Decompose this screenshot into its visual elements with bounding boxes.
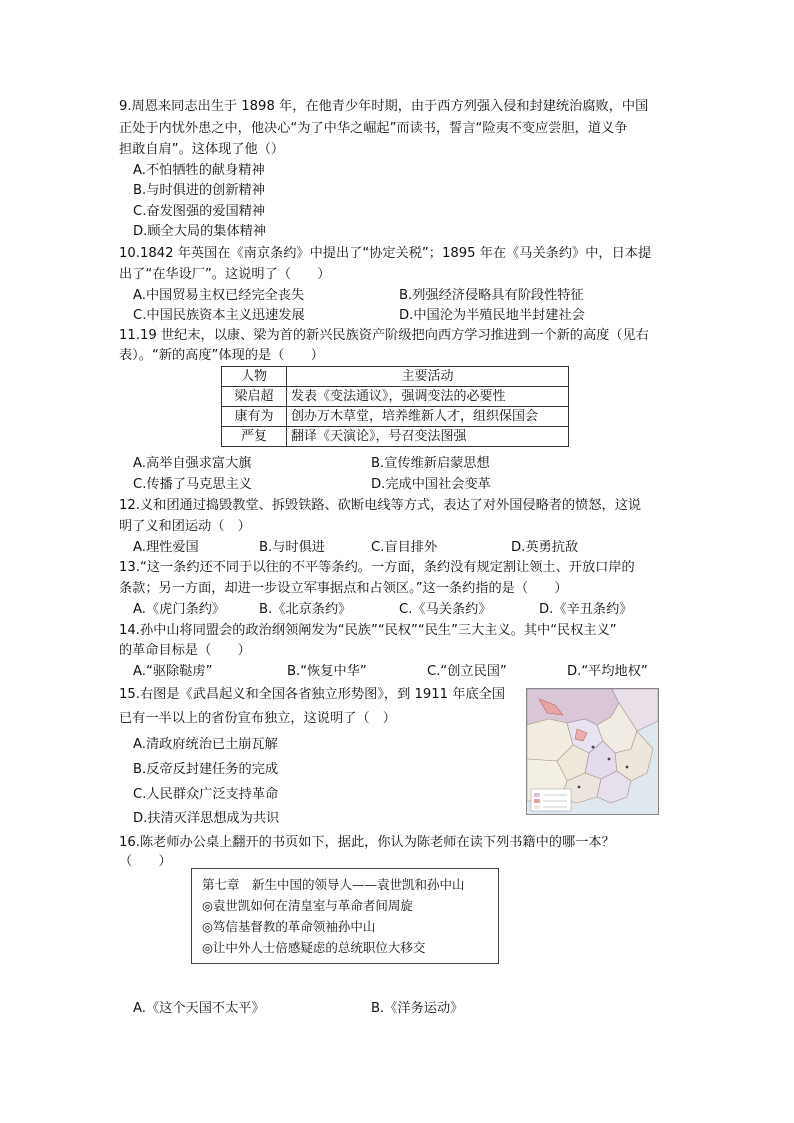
book-item: ◎让中外人士倍感疑虑的总统职位大移交 — [202, 940, 426, 955]
q9-stem-line-3: 担敢自肩”。这体现了他（） — [119, 142, 285, 157]
q10-option-c: C.中国民族资本主义迅速发展 — [133, 308, 305, 323]
book-item: ◎笃信基督教的革命领袖孙中山 — [202, 919, 376, 934]
table-cell: 梁启超 — [222, 387, 287, 407]
q16-stem-line-2: （ ） — [119, 854, 172, 869]
table-cell: 严复 — [222, 427, 287, 447]
table-row — [222, 367, 569, 387]
q12-option-b: B.与时俱进 — [259, 540, 325, 555]
table-row — [222, 427, 569, 447]
q12-stem-line-2: 明了义和团运动（ ） — [119, 519, 251, 534]
q9-stem-line-2: 正处于内忧外患之中，他决心“为了中华之崛起”而读书，誓言“险夷不变应尝胆，道义争 — [119, 121, 628, 136]
q14-option-b: B.“恢复中华” — [287, 664, 367, 679]
table-cell: 康有为 — [222, 407, 287, 427]
q11-option-a: A.高举自强求富大旗 — [133, 456, 252, 471]
q9-option-d: D.顾全大局的集体精神 — [133, 224, 267, 239]
q13-stem-line-1: 13.“这一条约还不同于以往的不平等条约。一方面，条约没有规定割让领土、开放口岸的 — [119, 560, 635, 575]
q10-option-d: D.中国沦为半殖民地半封建社会 — [399, 308, 585, 323]
table-cell: 翻译《天演论》，号召变法图强 — [287, 427, 569, 447]
q10-stem-line-2: 出了“在华设厂”。这说明了（ ） — [119, 267, 331, 282]
q9-stem-line-1: 9.周恩来同志出生于 1898 年，在他青少年时期，由于西方列强入侵和封建统治腐败，中国 — [119, 99, 649, 114]
table-cell: 发表《变法通议》，强调变法的必要性 — [287, 387, 569, 407]
book-item: ◎袁世凯如何在清皇室与革命者间周旋 — [202, 898, 413, 913]
q14-stem-line-2: 的革命目标是（ ） — [119, 643, 251, 658]
q12-option-d: D.英勇抗敌 — [511, 540, 579, 555]
q16-option-b: B.《洋务运动》 — [371, 1001, 464, 1016]
q14-option-c: C.“创立民国” — [427, 664, 507, 679]
q14-stem-line-1: 14.孙中山将同盟会的政治纲领阐发为“民族”“民权”“民生”三大主义。其中“民权主义” — [119, 623, 617, 638]
q9-option-b: B.与时俱进的创新精神 — [133, 183, 265, 198]
q9-option-c: C.奋发图强的爱国精神 — [133, 204, 266, 219]
q13-option-b: B.《北京条约》 — [259, 602, 352, 617]
q11-option-d: D.完成中国社会变革 — [371, 477, 491, 492]
q15-option-c: C.人民群众广泛支持革命 — [133, 787, 279, 802]
q13-option-c: C.《马关条约》 — [399, 602, 492, 617]
q12-option-a: A.理性爱国 — [133, 540, 199, 555]
q15-option-a: A.清政府统治已土崩瓦解 — [133, 737, 278, 752]
q10-option-a: A.中国贸易主权已经完全丧失 — [133, 288, 305, 303]
q15-stem-line-1: 15.右图是《武昌起义和全国各省独立形势图》，到 1911 年底全国 — [119, 687, 506, 702]
table-cell: 创办万木草堂，培养维新人才，组织保国会 — [287, 407, 569, 427]
q15-option-b: B.反帝反封建任务的完成 — [133, 762, 279, 777]
q11-stem-line-2: 表）。“新的高度”体现的是（ ） — [119, 348, 324, 363]
table-row — [222, 387, 569, 407]
q10-option-b: B.列强经济侵略具有阶段性特征 — [399, 288, 584, 303]
q11-table — [221, 366, 569, 447]
table-row — [222, 407, 569, 427]
q11-option-c: C.传播了马克思主义 — [133, 477, 252, 492]
wuchang-uprising-map — [526, 688, 659, 815]
q13-option-a: A.《虎门条约》 — [133, 602, 226, 617]
q11-option-b: B.宣传维新启蒙思想 — [371, 456, 490, 471]
table-header-activity: 主要活动 — [287, 367, 569, 387]
book-chapter-title: 第七章 新生中国的领导人——袁世凯和孙中山 — [202, 877, 465, 892]
q14-option-d: D.“平均地权” — [567, 664, 648, 679]
q16-stem-line-1: 16.陈老师办公桌上翻开的书页如下，据此，你认为陈老师在读下列书籍中的哪一本？ — [119, 835, 615, 850]
book-page-excerpt — [191, 868, 499, 964]
q15-option-d: D.扶清灭洋思想成为共识 — [133, 811, 280, 826]
q12-option-c: C.盲目排外 — [371, 540, 438, 555]
q11-stem-line-1: 11.19 世纪末，以康、梁为首的新兴民族资产阶级把向西方学习推进到一个新的高度（见右 — [119, 328, 649, 343]
q12-stem-line-1: 12.义和团通过捣毁教堂、拆毁铁路、砍断电线等方式，表达了对外国侵略者的愤怒，这说 — [119, 498, 642, 513]
q9-option-a: A.不怕牺牲的献身精神 — [133, 163, 265, 178]
map-illustration-icon — [527, 689, 658, 814]
q15-stem-line-2: 已有一半以上的省份宣布独立，这说明了（ ） — [119, 711, 396, 726]
q13-stem-line-2: 条款；另一方面，却进一步设立军事据点和占领区。”这一条约指的是（ ） — [119, 581, 568, 596]
q16-option-a: A.《这个天国不太平》 — [133, 1001, 265, 1016]
q14-option-a: A.“驱除鞑虏” — [133, 664, 213, 679]
q10-stem-line-1: 10.1842 年英国在《南京条约》中提出了“协定关税”；1895 年在《马关条约》中，日本提 — [119, 246, 652, 261]
table-header-person: 人物 — [222, 367, 287, 387]
q13-option-d: D.《辛丑条约》 — [539, 602, 633, 617]
